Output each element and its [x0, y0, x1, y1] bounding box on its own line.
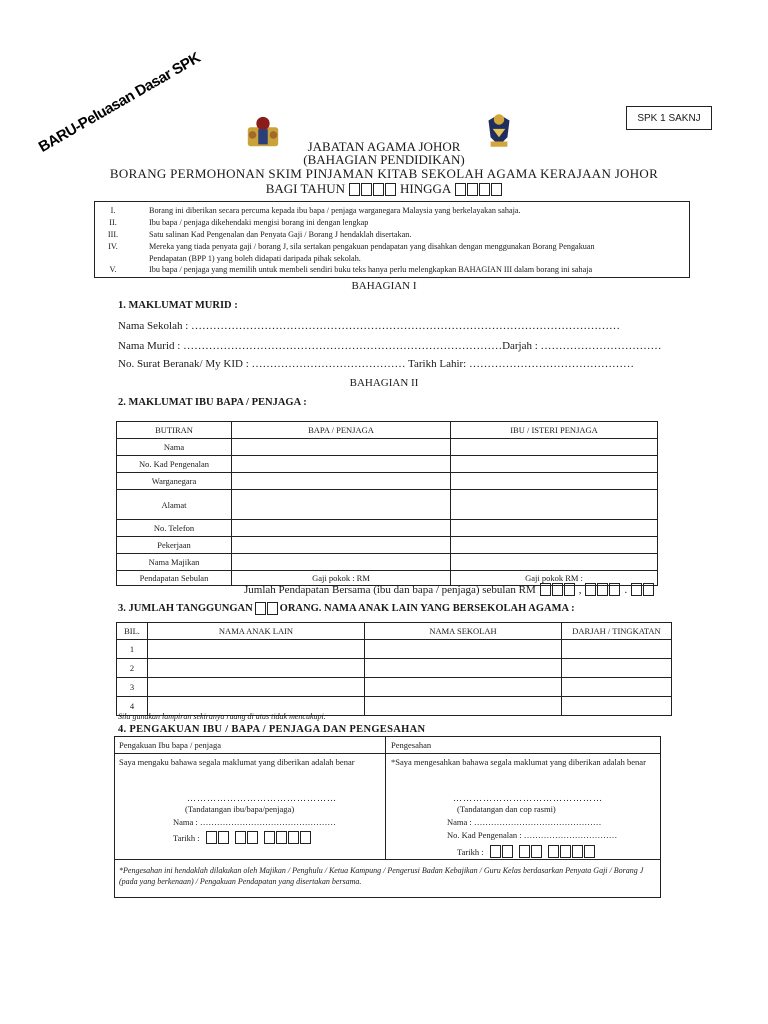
school-name-field[interactable]: Nama Sekolah : ……………………………………………………………………………………………………… [118, 320, 621, 332]
cell-input[interactable] [232, 473, 451, 490]
table-row: Pendapatan Sebulan Gaji pokok : RM Gaji pokok RM : [117, 571, 658, 586]
table-row: 3 [117, 678, 672, 697]
dept-title: JABATAN AGAMA JOHOR [307, 139, 461, 154]
income-boxes-b[interactable] [585, 583, 620, 596]
year-from-boxes[interactable] [349, 183, 396, 196]
date-field-left: Tarikh : [173, 831, 311, 844]
children-footnote: Sila gunakan lampiran sekiranya ruang di atas tidak mencukupi. [118, 712, 326, 721]
day-boxes[interactable] [490, 845, 513, 858]
gaji-bapa-cell[interactable]: Gaji pokok : RM [232, 571, 451, 586]
year-to-boxes[interactable] [455, 183, 502, 196]
part4-title: 4. PENGAKUAN IBU / BAPA / PENJAGA DAN PENGESAHAN [118, 724, 426, 735]
table-row: Nama Majikan [117, 554, 658, 571]
cell-input[interactable] [232, 554, 451, 571]
table-row: No. Kad Pengenalan [117, 456, 658, 473]
declaration-text: Saya mengaku bahawa segala maklumat yang diberikan adalah benar [119, 757, 355, 767]
table-row: Alamat [117, 490, 658, 520]
col-header: NAMA ANAK LAIN [148, 623, 365, 640]
year-boxes[interactable] [548, 845, 595, 858]
cell-input[interactable] [232, 537, 451, 554]
total-income-line: Jumlah Pendapatan Bersama (ibu dan bapa / penjaga) sebulan RM , . [244, 583, 654, 596]
cell-input[interactable] [148, 659, 365, 678]
name-field-right[interactable]: Nama : ……………………………………… [447, 817, 602, 827]
cell-input[interactable] [365, 697, 562, 716]
until-label: HINGGA [399, 181, 452, 196]
table-row: Warganegara [117, 473, 658, 490]
part2-label: BAHAGIAN II [349, 377, 419, 389]
day-boxes[interactable] [206, 831, 229, 844]
cell-input[interactable] [451, 490, 658, 520]
col-header: DARJAH / TINGKATAN [562, 623, 672, 640]
income-boxes-a[interactable] [540, 583, 575, 596]
gaji-ibu-cell[interactable]: Gaji pokok RM : [451, 571, 658, 586]
cell-input[interactable] [232, 456, 451, 473]
cell-input[interactable] [148, 640, 365, 659]
verification-head: Pengesahan [391, 740, 432, 750]
table-row: No. Telefon [117, 520, 658, 537]
cell-input[interactable] [562, 678, 672, 697]
cell-input[interactable] [451, 473, 658, 490]
instructions-box: I. Borang ini diberikan secara percuma kepada ibu bapa / penjaga warganegara Malaysia yang berkelayakan sahaja. II. Ibu bapa / penjaga dikehendaki mengisi borang ini dengan lengkap III. Satu salinan Kad Pengenalan dan Penyata Gaji / Borang J hendaklah disertakan. IV. Mereka yang tiada penyata gaji / borang J, sila sertakan pengakuan pendapatan yang disahkan dengan menggunakan Borang Pengakuan Pendapatan (BPP 1) yang boleh didapati daripada pihak sekolah. V. Ibu bapa / penjaga yang memilih untuk membeli sendiri buku teks hanya perlu melengkapkan BAHAGIAN III dalam borang ini sahaja [94, 201, 690, 278]
month-boxes[interactable] [235, 831, 258, 844]
children-table [116, 622, 672, 716]
division-title: (BAHAGIAN PENDIDIKAN) [303, 152, 465, 167]
signature-label-left: (Tandatangan ibu/bapa/penjaga) [185, 804, 295, 814]
cell-input[interactable] [562, 640, 672, 659]
cell-input[interactable] [365, 659, 562, 678]
cell-input[interactable] [562, 697, 672, 716]
cell-input[interactable] [232, 520, 451, 537]
cell-input[interactable] [451, 520, 658, 537]
signature-line-right[interactable]: ……………………………………… [453, 793, 603, 803]
income-boxes-c[interactable] [631, 583, 654, 596]
table-row: Pekerjaan [117, 537, 658, 554]
signature-label-right: (Tandatangan dan cop rasmi) [457, 804, 556, 814]
student-name-field[interactable]: Nama Murid : ……………………………………………………………………………Darjah : …………………………… [118, 340, 662, 352]
form-title: BORANG PERMOHONAN SKIM PINJAMAN KITAB SEKOLAH AGAMA KERAJAAN JOHOR [109, 166, 659, 181]
month-boxes[interactable] [519, 845, 542, 858]
date-field-right: Tarikh : [457, 845, 595, 858]
col-header: BIL. [117, 623, 148, 640]
name-field-left[interactable]: Nama : ………………………………………… [173, 817, 336, 827]
table-row: Nama [117, 439, 658, 456]
dependents-boxes[interactable] [255, 602, 278, 615]
signature-line-left[interactable]: ……………………………………… [187, 793, 337, 803]
year-range [0, 181, 768, 197]
cell-input[interactable] [232, 439, 451, 456]
table-row: 4 [117, 697, 672, 716]
form-code: SPK 1 SAKNJ [626, 106, 712, 130]
part1-title: 1. MAKLUMAT MURID : [118, 300, 238, 311]
cell-input[interactable] [365, 640, 562, 659]
col-header: BUTIRAN [117, 422, 232, 439]
col-header: IBU / ISTERI PENJAGA [451, 422, 658, 439]
parent-info-table [116, 421, 658, 586]
cell-input[interactable] [451, 554, 658, 571]
col-header: NAMA SEKOLAH [365, 623, 562, 640]
ic-field-right[interactable]: No. Kad Pengenalan : …………………………… [447, 830, 618, 840]
birth-cert-field[interactable]: No. Surat Beranak/ My KID : …………………………………… Tarikh Lahir: ……………………………………… [118, 358, 634, 370]
year-label: BAGI TAHUN [265, 181, 345, 196]
cell-input[interactable] [451, 439, 658, 456]
part2-title: 2. MAKLUMAT IBU BAPA / PENJAGA : [118, 397, 307, 408]
cell-input[interactable] [148, 678, 365, 697]
declaration-box [114, 736, 661, 898]
col-header: BAPA / PENJAGA [232, 422, 451, 439]
cell-input[interactable] [365, 678, 562, 697]
year-boxes[interactable] [264, 831, 311, 844]
part1-label: BAHAGIAN I [351, 280, 417, 292]
table-row: 1 [117, 640, 672, 659]
cell-input[interactable] [562, 659, 672, 678]
declaration-head: Pengakuan Ibu bapa / penjaga [119, 740, 221, 750]
verification-text: *Saya mengesahkan bahawa segala maklumat yang diberikan adalah benar [391, 757, 646, 767]
part3-title: 3. JUMLAH TANGGUNGAN ORANG. NAMA ANAK LAIN YANG BERSEKOLAH AGAMA : [118, 603, 575, 614]
draft-stamp: BARU-Peluasan Dasar SPK [35, 49, 204, 156]
verification-footnote: *Pengesahan ini hendaklah dilakukan oleh Majikan / Penghulu / Ketua Kampung / Pengerusi Badan Kebajikan / Guru Kelas berdasarkan Penyata Gaji / Borang J (pada yang berkenaan) / Pengakuan Pendapatan yang disertakan bersama. [119, 866, 644, 886]
cell-input[interactable] [451, 456, 658, 473]
table-row: 2 [117, 659, 672, 678]
cell-input[interactable] [232, 490, 451, 520]
cell-input[interactable] [451, 537, 658, 554]
